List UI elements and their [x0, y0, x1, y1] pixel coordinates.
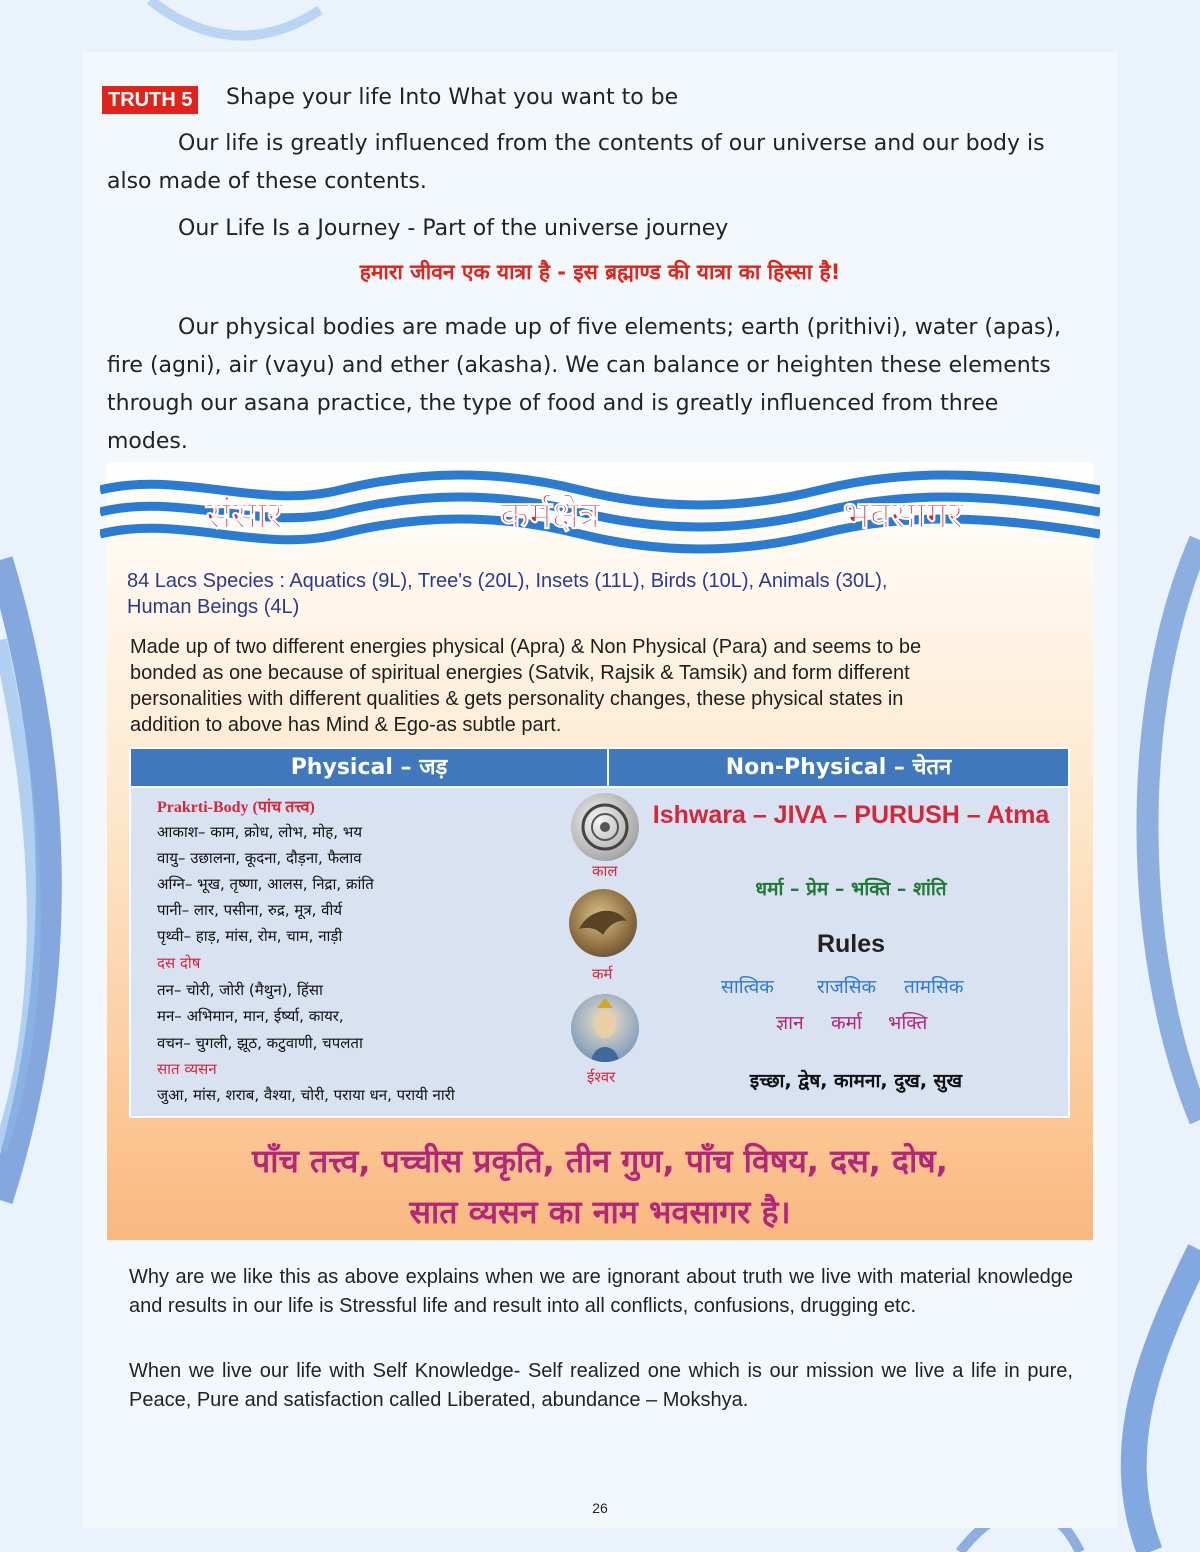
- made-line2: bonded as one because of spiritual energies (Satvik, Rajsik & Tamsik) and form different: [130, 662, 910, 684]
- intro-para1-line2: also made of these contents.: [107, 169, 427, 194]
- closing-para2: When we live our life with Self Knowledge- Self realized one which is our mission we live a life in pure, Peace, Pure and satisfaction called Liberated, abundance – Mokshya.: [129, 1360, 1073, 1411]
- intro-para2-line2: fire (agni), air (vayu) and ether (akasha). We can balance or heighten these elements: [107, 353, 1051, 378]
- karma-label: कर्म: [592, 965, 613, 983]
- element-akash: आकाश– काम, क्रोध, लोभ, मोह, भय: [157, 823, 363, 841]
- emotions-line: इच्छा, द्वेष, कामना, दुख, सुख: [749, 1070, 963, 1092]
- made-up-text: [130, 634, 1070, 738]
- banner-word-bhavsagar: भवसागर: [843, 493, 964, 537]
- path-gyan: ज्ञान: [776, 1012, 804, 1034]
- karma-image: [569, 889, 637, 957]
- species-line1: 84 Lacs Species : Aquatics (9L), Tree's (20L), Insets (11L), Birds (10L), Animals (30L),: [127, 570, 888, 592]
- element-pani: पानी– लार, पसीना, रुद्र, मूत्र, वीर्य: [157, 901, 343, 919]
- das-dosh-label: दस दोष: [157, 954, 201, 972]
- journey-hindi: हमारा जीवन एक यात्रा है - इस ब्रह्माण्ड की यात्रा का हिस्सा है!: [359, 260, 841, 284]
- bhavsagar-line2: सात व्यसन का नाम भवसागर है।: [409, 1193, 791, 1231]
- prakrti-label: Prakrti-Body (पांच तत्त्व): [157, 799, 315, 816]
- kaal-label: काल: [592, 862, 618, 880]
- rules-heading: Rules: [816, 930, 886, 958]
- truth-title: Shape your life Into What you want to be: [226, 85, 679, 110]
- header-physical: Physical – जड़: [290, 755, 448, 780]
- guna-rajsik: राजसिक: [817, 976, 877, 998]
- dosh-man: मन– अभिमान, मान, ईर्ष्या, कायर,: [157, 1007, 344, 1025]
- ishwara-line: Ishwara – JIVA – PURUSH – Atma: [652, 801, 1050, 829]
- banner-word-karmkshetra: कर्मक्षेत्र: [500, 493, 601, 537]
- physical-nonphysical-table: [129, 747, 1070, 1118]
- table-header: [131, 749, 1068, 788]
- element-prithvi: पृथ्वी– हाड़, मांस, रोम, चाम, नाड़ी: [157, 927, 343, 945]
- truth-badge: TRUTH 5: [102, 86, 198, 114]
- vyasan-list: जुआ, मांस, शराब, वैश्या, चोरी, पराया धन, परायी नारी: [157, 1086, 455, 1104]
- element-vayu: वायु– उछालना, कूदना, दौड़ना, फैलाव: [157, 849, 362, 867]
- path-bhakti: भक्ति: [888, 1012, 928, 1034]
- intro-para2-line1: Our physical bodies are made up of five elements; earth (prithivi), water (apas),: [178, 315, 1061, 340]
- intro-para2-line4: modes.: [107, 429, 188, 454]
- clock-image: [571, 793, 639, 861]
- closing-para1: Why are we like this as above explains when we are ignorant about truth we live with material knowledge and results in our life is Stressful life and result into all conflicts, confusions, drugging etc.: [129, 1266, 1073, 1317]
- ishwar-label: ईश्वर: [587, 1068, 616, 1086]
- ishwar-image: [571, 994, 639, 1062]
- banner-word-sansar: संसार: [206, 493, 283, 537]
- intro-para2-line3: through our asana practice, the type of food and is greatly influenced from three: [107, 391, 999, 416]
- saat-vyasan-label: सात व्यसन: [157, 1060, 217, 1078]
- dosh-vachan: वचन– चुगली, झूठ, कटुवाणी, चपलता: [157, 1034, 363, 1052]
- dosh-tan: तन– चोरी, जोरी (मैथुन), हिंसा: [157, 981, 323, 999]
- path-karma: कर्मा: [831, 1012, 862, 1034]
- journey-line: Our Life Is a Journey - Part of the universe journey: [178, 216, 729, 241]
- made-line1: Made up of two different energies physical (Apra) & Non Physical (Para) and seems to be: [130, 636, 922, 658]
- element-agni: अग्नि– भूख, तृष्णा, आलस, निद्रा, क्रांति: [157, 875, 374, 893]
- species-line2: Human Beings (4L): [127, 596, 300, 618]
- made-line3: personalities with different qualities & gets personality changes, these physical states in: [130, 688, 904, 710]
- dharma-line: धर्मा – प्रेम – भक्ति – शांति: [755, 878, 947, 900]
- page-number: 26: [592, 1500, 608, 1516]
- guna-tamsik: तामसिक: [904, 976, 964, 998]
- intro-para1-line1: Our life is greatly influenced from the contents of our universe and our body is: [178, 131, 1045, 156]
- header-nonphysical: Non-Physical – चेतन: [725, 755, 952, 780]
- bhavsagar-line1: पाँच तत्त्व, पच्चीस प्रकृति, तीन गुण, पाँच विषय, दस, दोष,: [252, 1142, 948, 1180]
- species-text: [127, 568, 1067, 620]
- guna-satvik: सात्विक: [721, 976, 774, 998]
- made-line4: addition to above has Mind & Ego-as subtle part.: [130, 714, 562, 736]
